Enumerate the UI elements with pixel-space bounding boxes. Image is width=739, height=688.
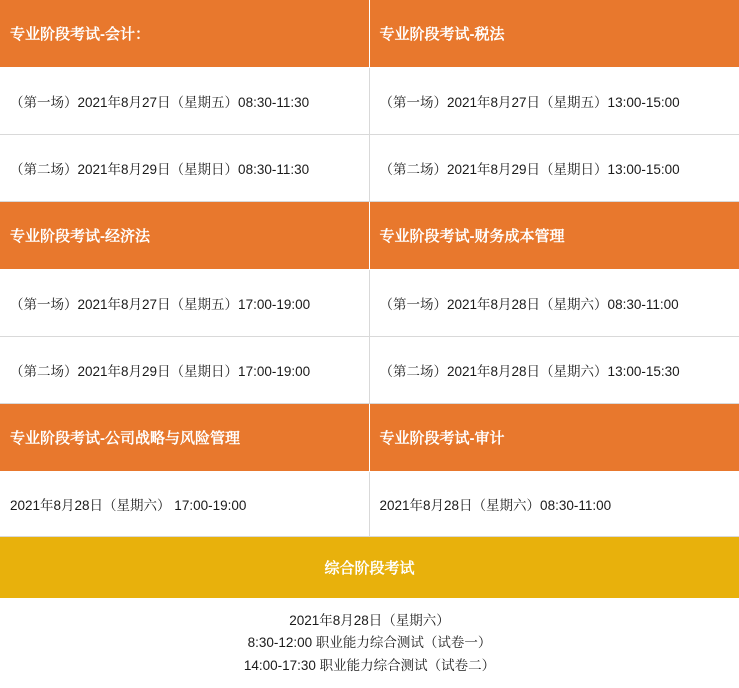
- exam-time-tax-law-session1: （第一场）2021年8月27日（星期五）13:00-15:00: [370, 68, 739, 135]
- exam-time-financial-cost-management-session2: （第二场）2021年8月28日（星期六）13:00-15:30: [370, 337, 739, 404]
- exam-time-economic-law-session2: （第二场）2021年8月29日（星期日）17:00-19:00: [0, 337, 370, 404]
- exam-time-strategy-risk-management: 2021年8月28日（星期六） 17:00-19:00: [0, 472, 370, 537]
- subject-header-financial-cost-management: 专业阶段考试-财务成本管理: [370, 202, 739, 270]
- exam-time-tax-law-session2: （第二场）2021年8月29日（星期日）13:00-15:00: [370, 135, 739, 202]
- comprehensive-stage-header: 综合阶段考试: [0, 537, 739, 599]
- table-row: [0, 270, 739, 337]
- exam-time-accounting-session2: （第二场）2021年8月29日（星期日）08:30-11:30: [0, 135, 370, 202]
- exam-time-accounting-session1: （第一场）2021年8月27日（星期五）08:30-11:30: [0, 68, 370, 135]
- exam-time-financial-cost-management-session1: （第一场）2021年8月28日（星期六）08:30-11:00: [370, 270, 739, 337]
- comprehensive-date: 2021年8月28日（星期六）: [289, 613, 450, 629]
- comprehensive-stage-details: [0, 599, 739, 688]
- section-header-row: [0, 404, 739, 472]
- exam-time-audit: 2021年8月28日（星期六）08:30-11:00: [370, 472, 739, 537]
- section-header-row: [0, 202, 739, 270]
- table-row: [0, 68, 739, 135]
- subject-header-strategy-risk-management: 专业阶段考试-公司战略与风险管理: [0, 404, 370, 472]
- comprehensive-paper-one: 8:30-12:00 职业能力综合测试（试卷一）: [247, 635, 492, 651]
- subject-header-economic-law: 专业阶段考试-经济法: [0, 202, 370, 270]
- section-header-row: [0, 0, 739, 68]
- table-row: [0, 472, 739, 537]
- exam-time-economic-law-session1: （第一场）2021年8月27日（星期五）17:00-19:00: [0, 270, 370, 337]
- table-row: [0, 135, 739, 202]
- subject-header-accounting: 专业阶段考试-会计：: [0, 0, 370, 68]
- comprehensive-paper-two: 14:00-17:30 职业能力综合测试（试卷二）: [243, 657, 496, 673]
- table-row: [0, 337, 739, 404]
- subject-header-audit: 专业阶段考试-审计: [370, 404, 739, 472]
- subject-header-tax-law: 专业阶段考试-税法: [370, 0, 739, 68]
